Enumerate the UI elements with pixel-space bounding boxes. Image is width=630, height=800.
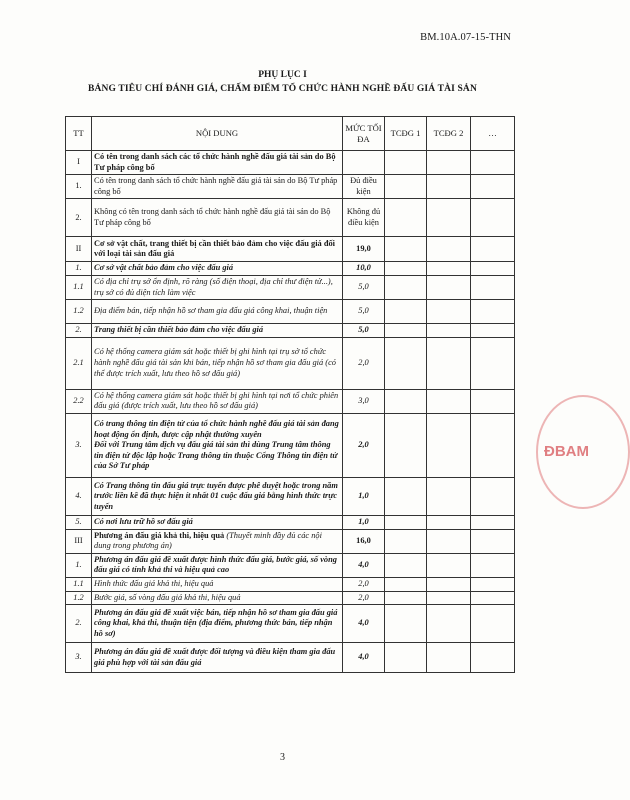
row-score-more	[471, 262, 515, 276]
row-score-more	[471, 529, 515, 553]
row-score-tcdg2	[427, 477, 471, 515]
row-tt: III	[66, 529, 92, 553]
row-max-score: 1,0	[343, 515, 385, 529]
row-content: Có tên trong danh sách các tổ chức hành nghề đấu giá tài sản do Bộ Tư pháp công bố	[92, 151, 343, 175]
row-max-score: Không đủ điều kiện	[343, 199, 385, 237]
row-score-more	[471, 300, 515, 324]
row-max-score: 2,0	[343, 577, 385, 591]
row-score-more	[471, 237, 515, 262]
table-row	[66, 300, 515, 324]
table-row	[66, 605, 515, 643]
page-number: 3	[280, 752, 285, 763]
row-content: Có trang thông tin điện tử của tổ chức hành nghề đấu giá tài sản đang hoạt động ổn định, được cập nhật thường xuyên Đối với Trung tâm dịch vụ đấu giá tài sản thì dùng Trung tâm thông tin điện tử độc lập hoặc Trang thông tin thuộc Cổng Thông tin điện tử của Sở Tư pháp	[92, 413, 343, 477]
row-content: Không có tên trong danh sách tổ chức hành nghề đấu giá tài sản do Bộ Tư pháp công bố	[92, 199, 343, 237]
criteria-table	[65, 116, 515, 673]
row-score-tcdg1	[385, 413, 427, 477]
row-score-tcdg1	[385, 643, 427, 673]
row-max-score: 1,0	[343, 477, 385, 515]
row-score-tcdg2	[427, 199, 471, 237]
table-row	[66, 413, 515, 477]
table-row	[66, 591, 515, 605]
row-score-tcdg1	[385, 577, 427, 591]
row-score-more	[471, 477, 515, 515]
row-score-tcdg1	[385, 553, 427, 577]
row-score-tcdg2	[427, 262, 471, 276]
row-content: Phương án đấu giá đề xuất được hình thức đấu giá, bước giá, số vòng đấu giá có tính khả thi và hiệu quả cao	[92, 553, 343, 577]
row-score-tcdg2	[427, 389, 471, 413]
row-content: Cơ sở vật chất bảo đảm cho việc đấu giá	[92, 262, 343, 276]
table-row	[66, 175, 515, 199]
row-score-more	[471, 591, 515, 605]
row-score-more	[471, 553, 515, 577]
row-max-score: 19,0	[343, 237, 385, 262]
row-tt: 5.	[66, 515, 92, 529]
row-tt: 2.1	[66, 337, 92, 389]
row-tt: 1.2	[66, 300, 92, 324]
row-score-tcdg2	[427, 643, 471, 673]
row-max-score: 5,0	[343, 275, 385, 299]
row-score-more	[471, 643, 515, 673]
row-score-tcdg1	[385, 175, 427, 199]
row-content: Có hệ thống camera giám sát hoặc thiết bị ghi hình tại nơi tổ chức phiên đấu giá (được trích xuất, lưu theo hồ sơ đấu giá)	[92, 389, 343, 413]
row-tt: 2.	[66, 324, 92, 338]
row-content: Cơ sở vật chất, trang thiết bị cần thiết bảo đảm cho việc đấu giá đối với loại tài sản đấu giá	[92, 237, 343, 262]
table-row	[66, 275, 515, 299]
row-score-more	[471, 151, 515, 175]
table-row	[66, 643, 515, 673]
row-score-more	[471, 275, 515, 299]
row-score-tcdg2	[427, 577, 471, 591]
table-row	[66, 324, 515, 338]
row-content	[92, 529, 343, 553]
row-content: Hình thức đấu giá khả thi, hiệu quả	[92, 577, 343, 591]
row-score-tcdg2	[427, 591, 471, 605]
row-max-score: 4,0	[343, 605, 385, 643]
row-tt: 1.1	[66, 577, 92, 591]
row-tt: 2.2	[66, 389, 92, 413]
header-content: NỘI DUNG	[92, 117, 343, 151]
row-max-score: 4,0	[343, 553, 385, 577]
row-score-tcdg1	[385, 237, 427, 262]
row-score-more	[471, 605, 515, 643]
row-score-more	[471, 413, 515, 477]
row-max-score: 2,0	[343, 591, 385, 605]
table-row	[66, 515, 515, 529]
row-content: Trang thiết bị cần thiết bảo đảm cho việc đấu giá	[92, 324, 343, 338]
row-max-score: Đủ điều kiện	[343, 175, 385, 199]
row-max-score: 2,0	[343, 413, 385, 477]
red-stamp	[536, 395, 594, 505]
row-score-tcdg2	[427, 553, 471, 577]
row-max-score: 2,0	[343, 337, 385, 389]
appendix-title: PHỤ LỤC I	[258, 70, 307, 80]
header-tcdg1: TCĐG 1	[385, 117, 427, 151]
row-score-tcdg1	[385, 275, 427, 299]
table-row	[66, 477, 515, 515]
main-title: BẢNG TIÊU CHÍ ĐÁNH GIÁ, CHẤM ĐIỂM TỔ CHỨC HÀNH NGHỀ ĐẤU GIÁ TÀI SẢN	[88, 84, 477, 94]
row-score-tcdg2	[427, 413, 471, 477]
row-max-score: 5,0	[343, 324, 385, 338]
row-tt: 2.	[66, 605, 92, 643]
row-content: Phương án đấu giá đề xuất việc bán, tiếp nhận hồ sơ tham gia đấu giá công khai, khả thi, thuận tiện (địa điểm, phương thức bán, tiếp nhận hồ sơ)	[92, 605, 343, 643]
row-score-tcdg1	[385, 324, 427, 338]
table-row	[66, 577, 515, 591]
row-score-tcdg2	[427, 275, 471, 299]
row-tt: 2.	[66, 199, 92, 237]
row-score-tcdg2	[427, 300, 471, 324]
row-score-tcdg1	[385, 529, 427, 553]
row-score-more	[471, 199, 515, 237]
row-score-tcdg1	[385, 199, 427, 237]
row-max-score: 16,0	[343, 529, 385, 553]
row-tt: 4.	[66, 477, 92, 515]
row-score-tcdg1	[385, 389, 427, 413]
row-max-score	[343, 151, 385, 175]
row-score-tcdg1	[385, 477, 427, 515]
row-score-tcdg1	[385, 151, 427, 175]
row-tt: 3.	[66, 643, 92, 673]
row-tt: 1.2	[66, 591, 92, 605]
row-score-tcdg1	[385, 605, 427, 643]
row-score-more	[471, 337, 515, 389]
table-body	[66, 151, 515, 673]
row-score-tcdg2	[427, 605, 471, 643]
row-max-score: 4,0	[343, 643, 385, 673]
row-score-more	[471, 389, 515, 413]
header-tcdg2: TCĐG 2	[427, 117, 471, 151]
row-content: Có nơi lưu trữ hồ sơ đấu giá	[92, 515, 343, 529]
table-row	[66, 389, 515, 413]
stamp-text: ĐBAM	[544, 443, 589, 460]
table-row	[66, 262, 515, 276]
header-tt: TT	[66, 117, 92, 151]
row-score-tcdg2	[427, 175, 471, 199]
row-score-tcdg2	[427, 151, 471, 175]
table-row	[66, 553, 515, 577]
document-code: BM.10A.07-15-THN	[420, 32, 511, 43]
row-tt: 3.	[66, 413, 92, 477]
row-score-tcdg2	[427, 529, 471, 553]
table-row	[66, 529, 515, 553]
row-heading-note: (Thuyết minh đầy đủ các nội dung trong phương án)	[94, 530, 322, 551]
row-max-score: 3,0	[343, 389, 385, 413]
table-row	[66, 199, 515, 237]
row-content: Phương án đấu giá đề xuất được đối tượng và điều kiện tham gia đấu giá phù hợp với tài sản đấu giá	[92, 643, 343, 673]
row-max-score: 5,0	[343, 300, 385, 324]
row-tt: I	[66, 151, 92, 175]
row-tt: 1.1	[66, 275, 92, 299]
row-score-tcdg1	[385, 262, 427, 276]
table-row	[66, 337, 515, 389]
row-max-score: 10,0	[343, 262, 385, 276]
row-score-tcdg2	[427, 237, 471, 262]
header-max: MỨC TỐI ĐA	[343, 117, 385, 151]
row-content: Có tên trong danh sách tổ chức hành nghề đấu giá tài sản do Bộ Tư pháp công bố	[92, 175, 343, 199]
row-score-tcdg2	[427, 337, 471, 389]
row-content: Địa điểm bán, tiếp nhận hồ sơ tham gia đấu giá công khai, thuận tiện	[92, 300, 343, 324]
row-tt: 1.	[66, 262, 92, 276]
row-heading-text: Phương án đấu giá khả thi, hiệu quả	[94, 530, 227, 540]
row-score-more	[471, 324, 515, 338]
row-tt: 1.	[66, 175, 92, 199]
table-row	[66, 237, 515, 262]
row-score-tcdg1	[385, 515, 427, 529]
row-content: Bước giá, số vòng đấu giá khả thi, hiệu quả	[92, 591, 343, 605]
row-tt: II	[66, 237, 92, 262]
row-score-more	[471, 515, 515, 529]
table-row	[66, 151, 515, 175]
row-score-tcdg2	[427, 324, 471, 338]
header-more: …	[471, 117, 515, 151]
row-score-more	[471, 175, 515, 199]
row-content: Có hệ thống camera giám sát hoặc thiết bị ghi hình tại trụ sở tổ chức hành nghề đấu giá tài sản khi bán, tiếp nhận hồ sơ tham gia đấu giá (có thể được trích xuất, lưu theo hồ sơ đấu giá)	[92, 337, 343, 389]
row-score-more	[471, 577, 515, 591]
row-content: Có địa chỉ trụ sở ổn định, rõ ràng (số điện thoại, địa chỉ thư điện tử...), trụ sở có đủ diện tích làm việc	[92, 275, 343, 299]
row-content: Có Trang thông tin đấu giá trực tuyến được phê duyệt hoặc trong năm trước liền kề đã thực hiện ít nhất 01 cuộc đấu giá bằng hình thức trực tuyến	[92, 477, 343, 515]
row-score-tcdg1	[385, 300, 427, 324]
row-score-tcdg1	[385, 591, 427, 605]
row-score-tcdg1	[385, 337, 427, 389]
row-score-tcdg2	[427, 515, 471, 529]
row-tt: 1.	[66, 553, 92, 577]
